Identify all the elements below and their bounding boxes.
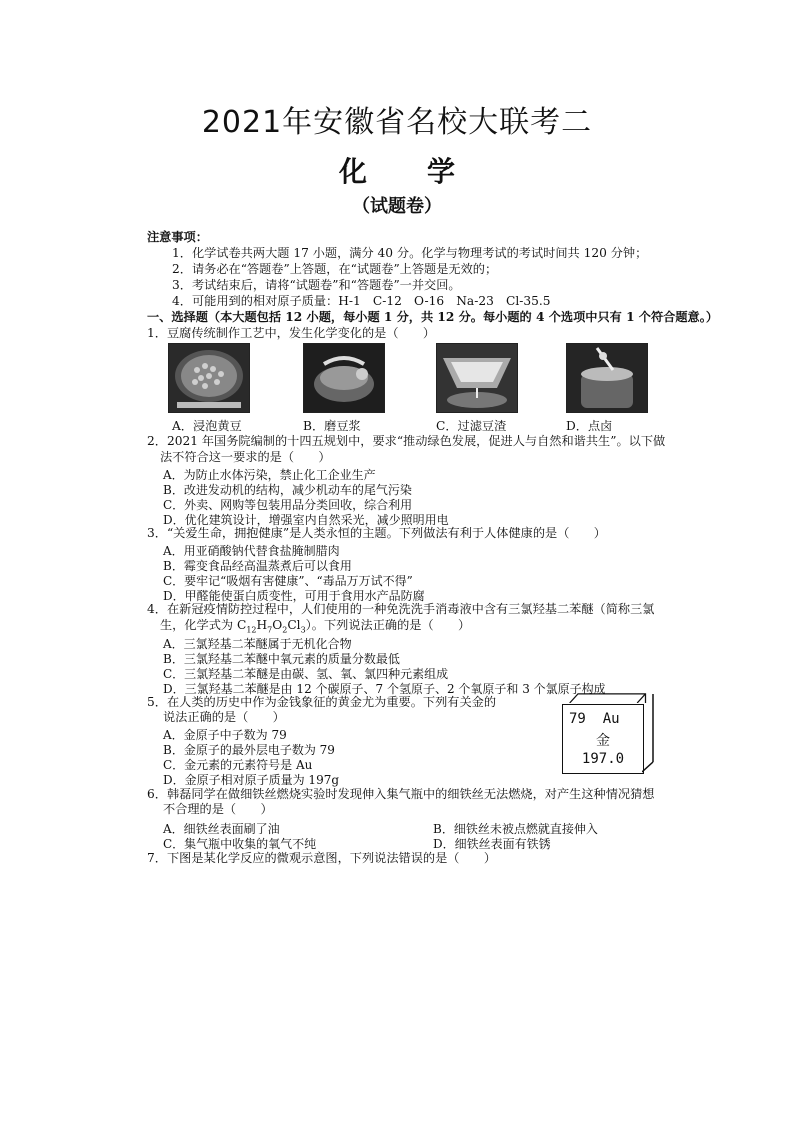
q4-option-a: A．三氯羟基二苯醚属于无机化合物 xyxy=(163,637,352,651)
subject-title: 化学 xyxy=(338,155,515,188)
note-item: 3．考试结束后，请将“试题卷”和“答题卷”一并交回。 xyxy=(172,278,461,292)
question-5-stem: 5．在人类的历史中作为金钱象征的黄金尤为重要。下列有关金的 xyxy=(147,695,497,709)
element-mass: 197.0 xyxy=(581,751,625,767)
q6-option-a: A．细铁丝表面刷了油 xyxy=(163,822,280,836)
photo-filtering xyxy=(436,343,518,413)
q2-option-b: B．改进发动机的结构，减少机动车的尾气污染 xyxy=(163,483,412,497)
q4-option-b: B．三氯羟基二苯醚中氧元素的质量分数最低 xyxy=(163,652,400,666)
question-4-stem: 4．在新冠疫情防控过程中，人们使用的一种免洗洗手消毒液中含有三氯羟基二苯醚（简称三氯 xyxy=(147,602,655,616)
element-card-3d-edge xyxy=(562,693,654,703)
question-5-stem-cont: 说法正确的是（ ） xyxy=(163,710,285,724)
subtitle: （试题卷） xyxy=(352,196,442,217)
q6-option-b: B．细铁丝未被点燃就直接伸入 xyxy=(433,822,598,836)
element-number-symbol: 79 Au xyxy=(569,711,620,727)
question-6-stem-cont: 不合理的是（ ） xyxy=(163,802,273,816)
q6-option-c: C．集气瓶中收集的氧气不纯 xyxy=(163,837,317,851)
section-heading: 一、选择题（本大题包括 12 小题，每小题 1 分，共 12 分。每小题的 4 个选项中只有 1 个符合题意。） xyxy=(147,310,719,324)
q5-option-a: A．金原子中子数为 79 xyxy=(163,728,287,742)
notes-heading: 注意事项： xyxy=(147,230,208,244)
q3-option-a: A．用亚硝酸钠代替食盐腌制腊肉 xyxy=(163,544,340,558)
q5-option-b: B．金原子的最外层电子数为 79 xyxy=(163,743,335,757)
note-item: 4．可能用到的相对原子质量：H-1 C-12 O-16 Na-23 Cl-35.5 xyxy=(172,294,551,308)
q5-option-c: C．金元素的元素符号是 Au xyxy=(163,758,313,772)
q3-option-b: B．霉变食品经高温蒸煮后可以食用 xyxy=(163,559,352,573)
note-item: 2．请务必在“答题卷”上答题，在“试题卷”上答题是无效的； xyxy=(172,262,498,276)
q1-option-a: A．浸泡黄豆 xyxy=(172,419,242,433)
q6-option-d: D．细铁丝表面有铁锈 xyxy=(433,837,551,851)
q2-option-a: A．为防止水体污染，禁止化工企业生产 xyxy=(163,468,376,482)
question-7-stem: 7．下图是某化学反应的微观示意图，下列说法错误的是（ ） xyxy=(147,851,497,865)
q4-option-c: C．三氯羟基二苯醚是由碳、氢、氧、氯四种元素组成 xyxy=(163,667,449,681)
q5-option-d: D．金原子相对原子质量为 197g xyxy=(163,773,340,787)
q3-option-c: C．要牢记“吸烟有害健康”、“毒品万万试不得” xyxy=(163,574,413,588)
q1-option-c: C．过滤豆渣 xyxy=(436,419,507,433)
question-6-stem: 6．韩磊同学在做细铁丝燃烧实验时发现伸入集气瓶中的细铁丝无法燃烧，对产生这种情况猜想 xyxy=(147,787,655,801)
question-2-stem: 2．2021 年国务院编制的十四五规划中，要求“推动绿色发展，促进人与自然和谐共生”。以下做 xyxy=(147,434,666,448)
note-item: 1．化学试卷共两大题 17 小题，满分 40 分。化学与物理考试的考试时间共 120 分钟； xyxy=(172,246,648,260)
element-card-side xyxy=(642,693,654,773)
photo-soaking-beans xyxy=(168,343,250,413)
question-1-stem: 1．豆腐传统制作工艺中，发生化学变化的是（ ） xyxy=(147,326,436,340)
photo-grinding-soy xyxy=(303,343,385,413)
q1-option-b: B．磨豆浆 xyxy=(303,419,361,433)
q1-option-d: D．点卤 xyxy=(566,419,613,433)
question-3-stem: 3．“关爱生命，拥抱健康”是人类永恒的主题。下列做法有利于人体健康的是（ ） xyxy=(147,526,606,540)
page-title: 2021年安徽省名校大联考二 xyxy=(201,105,593,140)
q3-option-d: D．甲醛能使蛋白质变性，可用于食用水产品防腐 xyxy=(163,589,425,603)
photo-adding-brine xyxy=(566,343,648,413)
q2-option-c: C．外卖、网购等包装用品分类回收，综合利用 xyxy=(163,498,413,512)
q2-option-d: D．优化建筑设计，增强室内自然采光，减少照明用电 xyxy=(163,513,449,527)
element-card-gold xyxy=(562,704,644,774)
question-2-stem-cont: 法不符合这一要求的是（ ） xyxy=(160,450,331,464)
q4-option-d: D．三氯羟基二苯醚是由 12 个碳原子、7 个氢原子、2 个氧原子和 3 个氯原子构成 xyxy=(163,682,606,696)
question-4-stem-cont: 生，化学式为 $C_{12}H_7O_2Cl_3$）。下列说法正确的是（ ） xyxy=(160,618,471,635)
element-name: 金 xyxy=(596,733,610,749)
